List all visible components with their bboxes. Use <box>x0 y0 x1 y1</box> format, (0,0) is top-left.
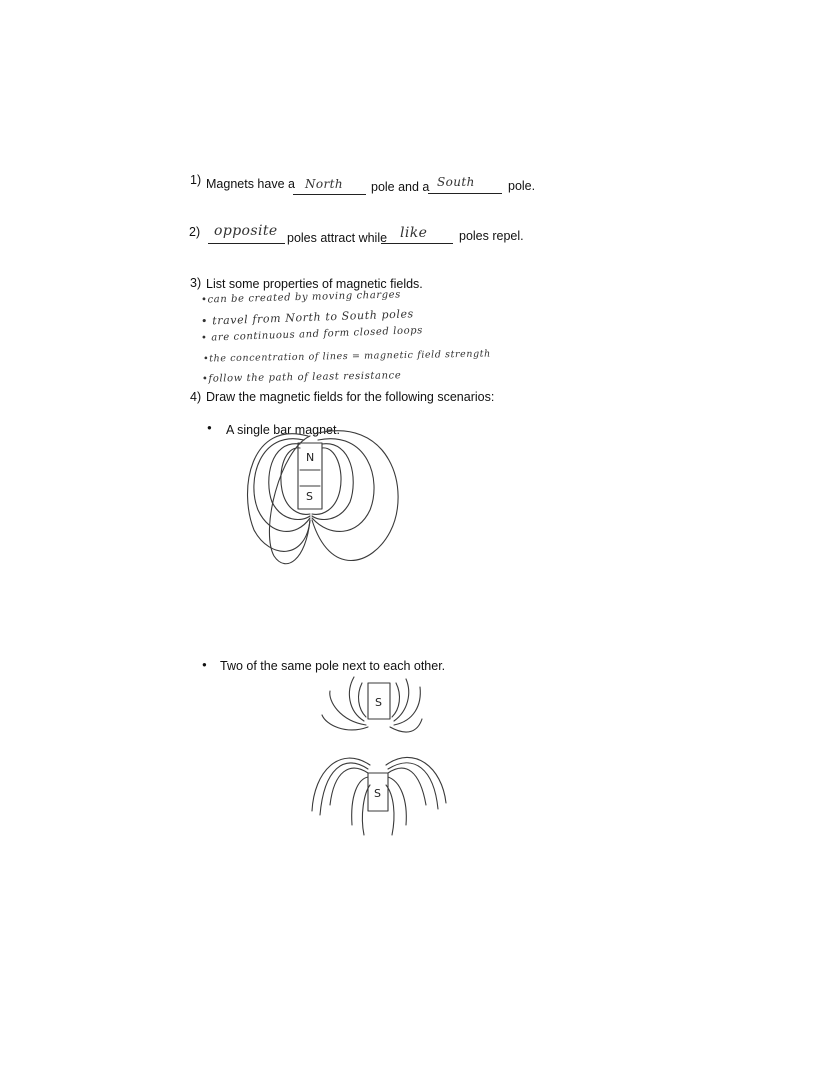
bottom-magnet-pole-label: S <box>374 787 381 800</box>
question-1-text-start: Magnets have a <box>206 177 295 191</box>
field-line <box>330 768 368 805</box>
field-line <box>312 431 398 561</box>
scenario-2-label: Two of the same pole next to each other. <box>220 659 446 673</box>
question-2-answer-2: like <box>400 225 428 241</box>
question-2-text-middle: poles attract while <box>287 231 388 245</box>
field-line <box>388 777 406 825</box>
top-magnet-pole-label: S <box>375 696 382 709</box>
field-line <box>362 785 370 835</box>
question-3-answer-1: •can be created by moving charges <box>200 289 402 306</box>
question-2-number: 2) <box>189 225 201 239</box>
field-line <box>269 444 310 520</box>
like-poles-field-drawing <box>310 675 460 845</box>
field-line <box>388 768 426 805</box>
field-line <box>386 785 394 835</box>
field-line <box>312 448 341 514</box>
question-3-answer-2: • travel from North to South poles <box>200 307 415 328</box>
question-3-prompt: List some properties of magnetic fields. <box>206 277 423 291</box>
field-line <box>312 439 374 532</box>
question-4-prompt: Draw the magnetic fields for the following scenarios: <box>206 390 495 404</box>
field-line <box>254 439 310 532</box>
question-4-number: 4) <box>190 390 202 404</box>
scenario-1-label: A single bar magnet. <box>226 423 340 437</box>
question-1-text-middle: pole and a <box>371 180 430 194</box>
scenario-1-bullet: ● <box>207 423 212 432</box>
north-pole-label: N <box>306 451 315 464</box>
field-line <box>394 679 409 721</box>
question-1-answer-1: North <box>305 177 344 191</box>
scenario-2-bullet: ● <box>202 660 207 669</box>
field-line <box>352 777 368 825</box>
field-line <box>392 683 399 717</box>
question-1-answer-2: South <box>437 175 475 189</box>
question-3-answer-5: •follow the path of least resistance <box>201 370 402 385</box>
field-line <box>388 763 438 809</box>
question-1-number: 1) <box>190 173 202 187</box>
bar-magnet-field-drawing <box>240 410 420 580</box>
field-line <box>312 444 353 520</box>
field-line <box>359 683 366 717</box>
question-3-number: 3) <box>190 276 202 290</box>
question-3-answer-3: • are continuous and form closed loops <box>200 325 424 344</box>
field-line <box>320 763 368 815</box>
question-3-answer-4: •the concentration of lines = magnetic field strength <box>202 348 491 365</box>
question-2-text-end: poles repel. <box>459 229 524 243</box>
south-pole-label: S <box>306 490 313 503</box>
question-2-answer-1: opposite <box>214 223 278 239</box>
question-1-text-end: pole. <box>508 179 536 193</box>
